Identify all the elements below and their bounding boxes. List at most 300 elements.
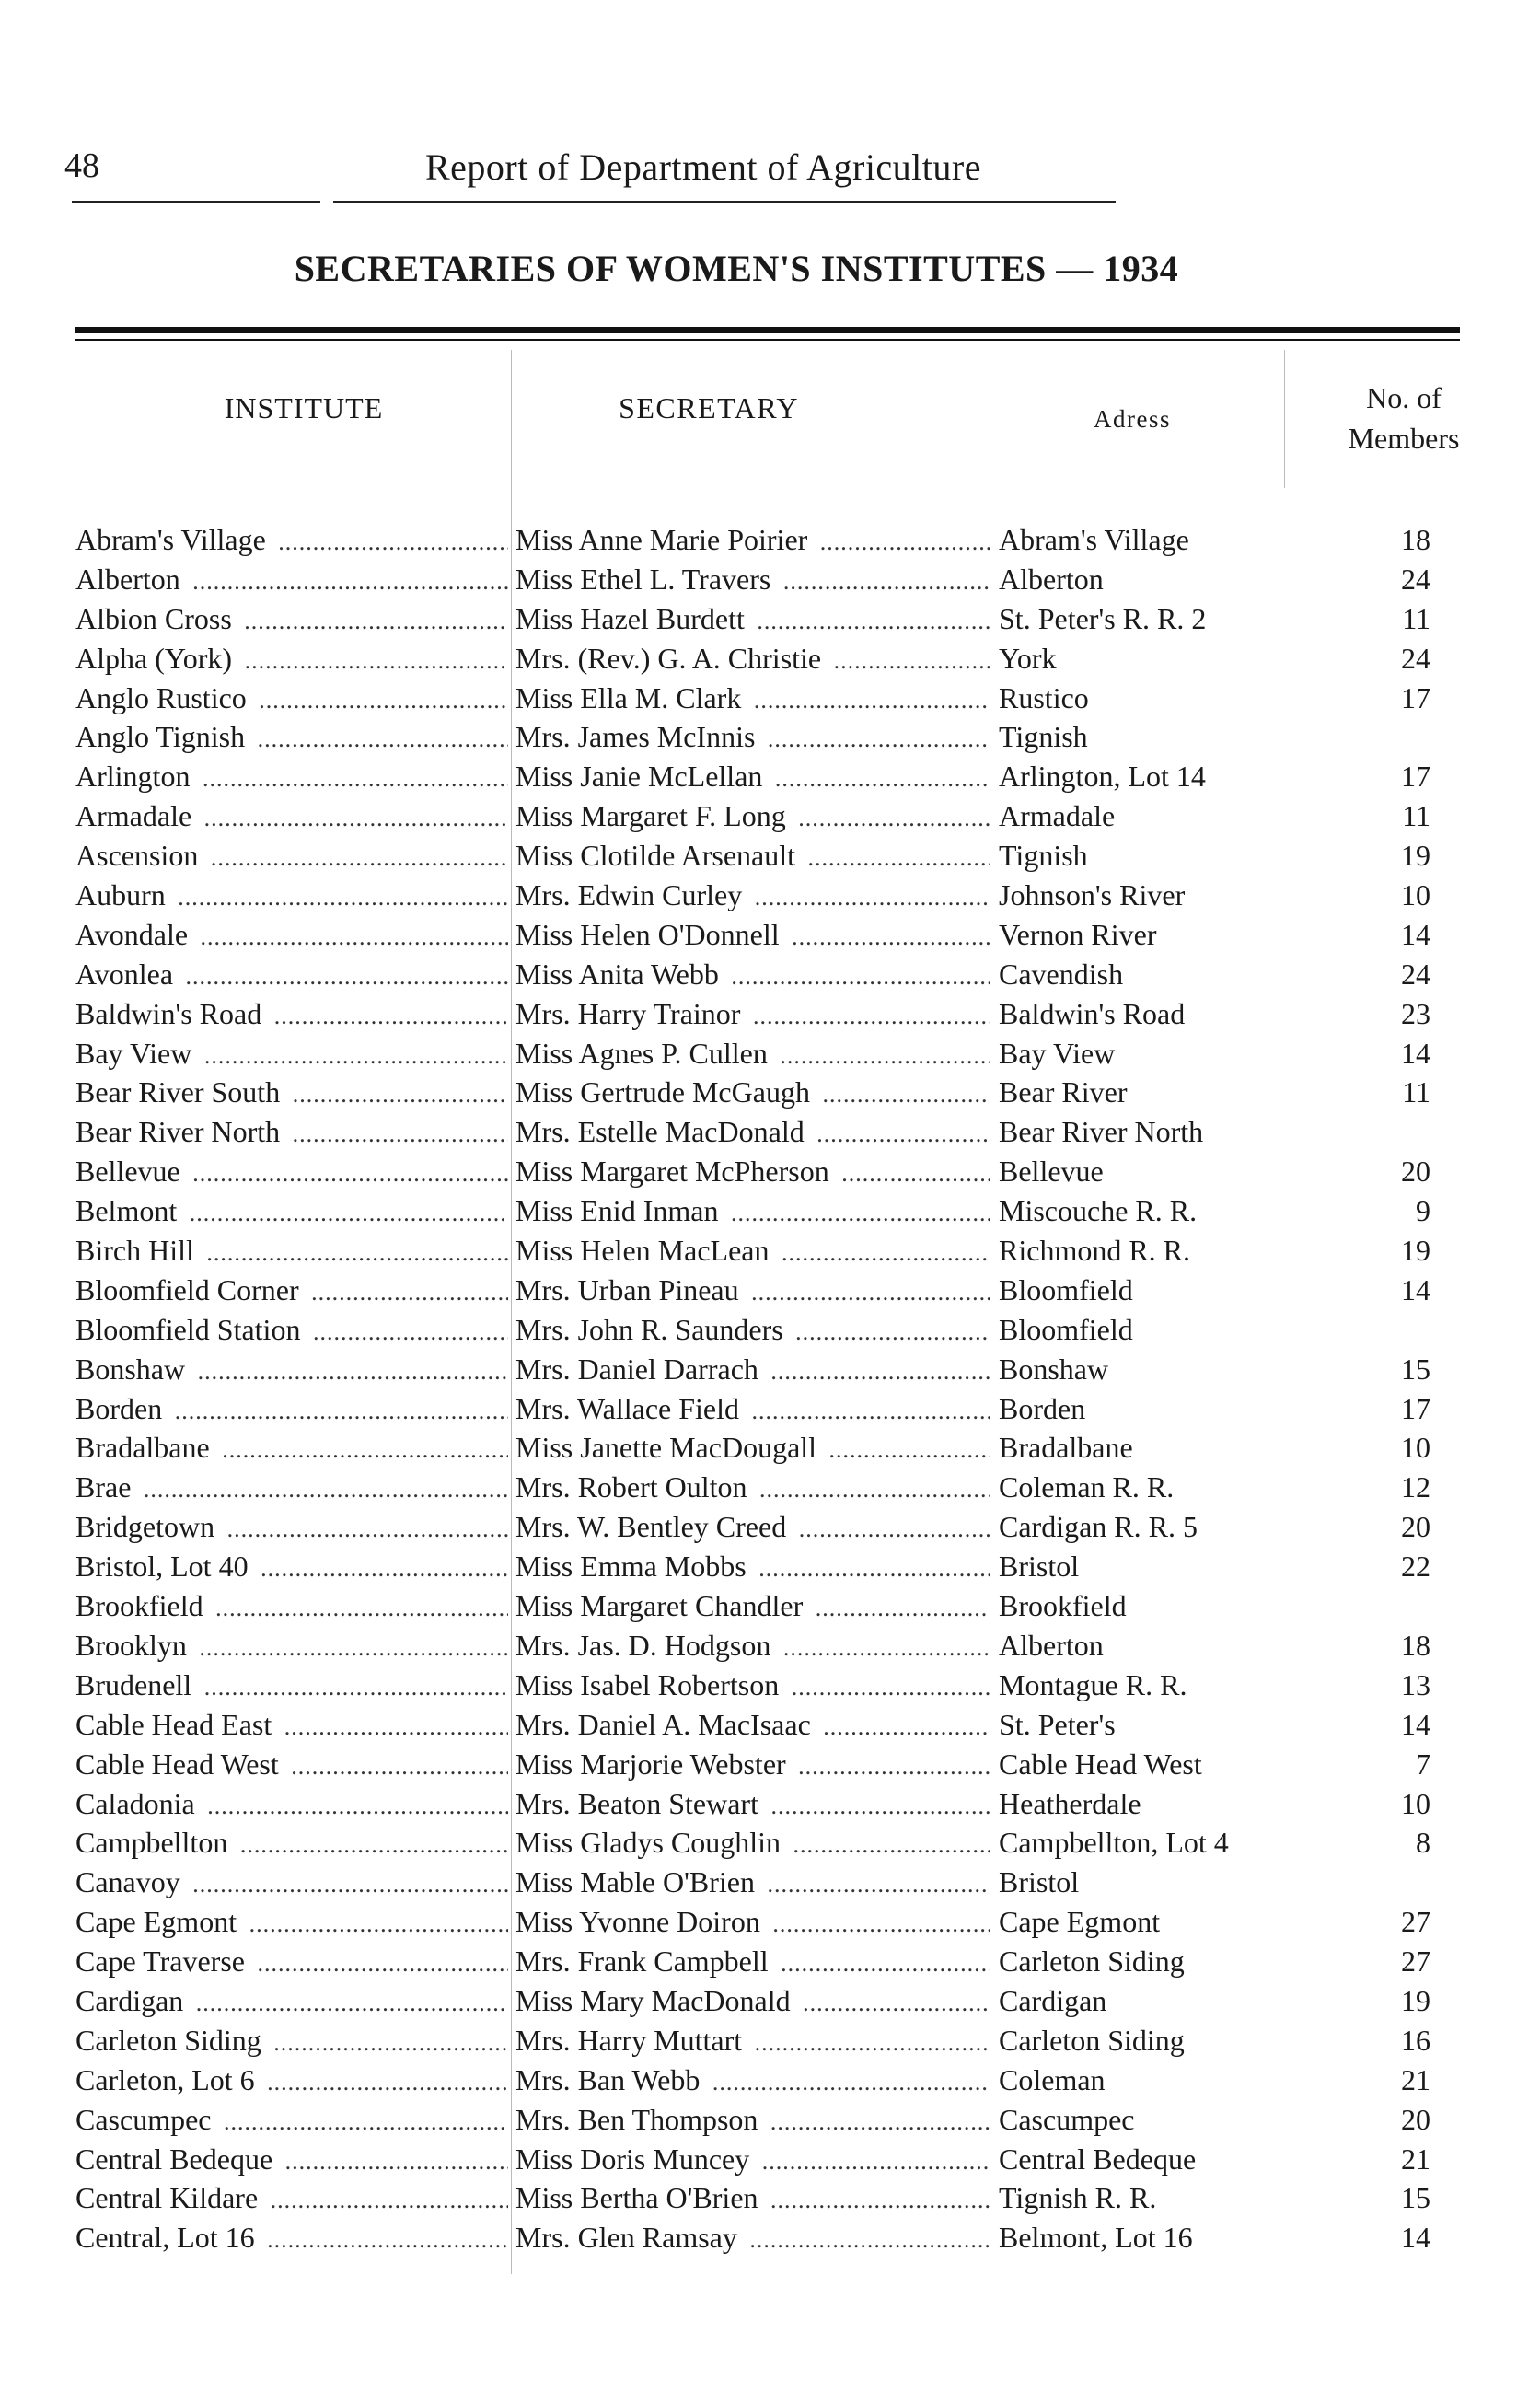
members-cell-text: 10 [1401, 1431, 1436, 1464]
header-rule-left [72, 201, 320, 203]
institute-cell [75, 2100, 508, 2142]
address-cell-text: Carleton Siding [999, 1944, 1190, 1978]
secretary-cell-text: Miss Margaret McPherson [515, 1155, 835, 1188]
table-row [0, 1350, 1540, 1389]
table-row [0, 717, 1540, 757]
institute-cell-text: Belmont [75, 1194, 182, 1227]
address-cell-text: Bay View [999, 1037, 1120, 1070]
members-cell [1326, 955, 1436, 994]
table-row [0, 2178, 1540, 2218]
secretary-cell-text: Mrs. John R. Saunders [515, 1313, 789, 1346]
table-row [0, 1428, 1540, 1468]
institute-cell [75, 876, 508, 918]
address-cell-text: Bonshaw [999, 1352, 1114, 1386]
address-cell [999, 836, 1330, 876]
table-row [0, 1942, 1540, 1981]
table-row [0, 1271, 1540, 1310]
institute-cell [75, 1666, 508, 1708]
members-cell-text [1430, 1589, 1436, 1622]
members-cell [1326, 876, 1436, 915]
members-cell-text: 16 [1401, 2024, 1436, 2057]
address-cell [999, 2178, 1330, 2218]
address-cell [999, 994, 1330, 1034]
institute-cell [75, 1784, 508, 1827]
address-cell [999, 796, 1330, 836]
secretary-cell-text: Miss Ella M. Clark [515, 681, 747, 714]
secretary-cell [515, 1666, 990, 1708]
table-row [0, 994, 1540, 1034]
address-cell [999, 1902, 1330, 1942]
members-cell [1326, 1626, 1436, 1666]
address-cell-text: Bristol [999, 1865, 1084, 1898]
members-cell [1326, 599, 1436, 639]
secretary-cell-text: Miss Janette MacDougall [515, 1431, 822, 1464]
institute-cell-text: Armadale [75, 799, 197, 832]
secretary-cell [515, 1034, 990, 1076]
members-cell-text: 17 [1401, 1392, 1436, 1425]
institute-cell [75, 1823, 508, 1865]
secretary-cell [515, 1942, 990, 1984]
secretary-cell [515, 1073, 990, 1115]
institute-cell-text: Bellevue [75, 1155, 186, 1188]
institute-cell [75, 1745, 508, 1787]
title-rule-thin [75, 339, 1460, 341]
secretary-cell [515, 1112, 990, 1155]
address-cell [999, 599, 1330, 639]
institute-cell [75, 796, 508, 839]
institute-cell [75, 1586, 508, 1629]
institute-cell [75, 1547, 508, 1589]
address-cell-text: York [999, 642, 1062, 675]
table-row [0, 876, 1540, 915]
institute-cell [75, 1191, 508, 1234]
institute-cell [75, 2178, 508, 2221]
table-row [0, 520, 1540, 560]
secretary-cell [515, 520, 990, 563]
institute-cell-text: Brae [75, 1470, 136, 1503]
members-cell-text: 14 [1401, 1708, 1436, 1741]
address-cell [999, 1705, 1330, 1745]
institute-cell-text: Arlington [75, 760, 195, 793]
address-cell-text: Armadale [999, 799, 1120, 832]
institute-cell [75, 1942, 508, 1984]
secretary-cell [515, 1191, 990, 1234]
institute-cell-text: Bay View [75, 1037, 197, 1070]
institute-cell-text: Borden [75, 1392, 168, 1425]
secretary-cell-text: Miss Margaret Chandler [515, 1589, 808, 1622]
secretary-cell-text: Mrs. Urban Pineau [515, 1273, 745, 1306]
secretary-cell-text: Mrs. Daniel Darrach [515, 1352, 764, 1386]
address-cell-text: Borden [999, 1392, 1091, 1425]
institute-cell-text: Bonshaw [75, 1352, 191, 1386]
table-row [0, 1705, 1540, 1745]
address-cell [999, 1271, 1330, 1310]
secretary-cell-text: Mrs. Ban Webb [515, 2063, 705, 2096]
address-cell [999, 1745, 1330, 1784]
members-cell [1326, 1350, 1436, 1389]
institute-cell [75, 1428, 508, 1470]
members-cell-text: 19 [1401, 1984, 1436, 2017]
members-cell-text: 22 [1401, 1550, 1436, 1583]
table-row [0, 796, 1540, 836]
table-row [0, 599, 1540, 639]
secretary-cell-text: Mrs. Wallace Field [515, 1392, 745, 1425]
address-cell-text: Bear River [999, 1075, 1133, 1109]
members-cell [1326, 1863, 1436, 1902]
institute-cell [75, 520, 508, 563]
institute-cell [75, 836, 508, 878]
institute-cell-text: Ascension [75, 839, 203, 872]
institute-cell-text: Brudenell [75, 1668, 197, 1701]
secretary-cell [515, 1231, 990, 1273]
secretary-cell-text: Miss Bertha O'Brien [515, 2181, 764, 2214]
members-cell-text [1430, 1865, 1436, 1898]
address-cell-text: Alberton [999, 563, 1109, 596]
address-cell [999, 1428, 1330, 1468]
secretary-cell-text: Miss Hazel Burdett [515, 602, 750, 635]
address-cell [999, 1350, 1330, 1389]
members-cell [1326, 1389, 1436, 1429]
address-cell [999, 1389, 1330, 1429]
members-cell [1326, 915, 1436, 955]
members-cell [1326, 1428, 1436, 1468]
address-cell-text: Richmond R. R. [999, 1234, 1196, 1267]
secretary-cell-text: Miss Anne Marie Poirier [515, 523, 813, 556]
members-cell [1326, 1034, 1436, 1074]
address-cell [999, 1863, 1330, 1902]
address-cell [999, 520, 1330, 560]
secretary-cell-text: Mrs. W. Bentley Creed [515, 1510, 792, 1543]
members-cell-text: 7 [1416, 1747, 1436, 1781]
table-row [0, 1231, 1540, 1271]
members-cell [1326, 1073, 1436, 1112]
members-cell-text: 19 [1401, 1234, 1436, 1267]
address-cell-text: Montague R. R. [999, 1668, 1192, 1701]
members-cell [1326, 1666, 1436, 1705]
table-row [0, 1666, 1540, 1705]
institute-cell-text: Abram's Village [75, 523, 272, 556]
members-cell-text: 11 [1402, 1075, 1436, 1109]
institute-cell-text: Central, Lot 16 [75, 2221, 261, 2254]
address-cell-text: Cape Egmont [999, 1905, 1165, 1938]
table-row [0, 1547, 1540, 1586]
address-cell [999, 1231, 1330, 1271]
members-cell [1326, 1112, 1436, 1152]
members-cell-text: 14 [1401, 1037, 1436, 1070]
secretary-cell-text: Mrs. James McInnis [515, 720, 760, 753]
members-cell [1326, 757, 1436, 796]
address-cell [999, 955, 1330, 994]
secretary-cell-text: Miss Margaret F. Long [515, 799, 792, 832]
institute-cell-text: Carleton Siding [75, 2024, 267, 2057]
address-cell-text: Bloomfield [999, 1313, 1139, 1346]
institute-cell-text: Bloomfield Corner [75, 1273, 305, 1306]
secretary-cell [515, 2021, 990, 2063]
address-cell [999, 1310, 1330, 1350]
members-cell [1326, 1152, 1436, 1191]
members-cell-text: 27 [1401, 1944, 1436, 1978]
institute-cell-text: Cardigan [75, 1984, 189, 2017]
secretary-cell [515, 1586, 990, 1629]
members-cell [1326, 560, 1436, 599]
secretary-cell [515, 1705, 990, 1747]
address-cell [999, 639, 1330, 679]
institute-cell [75, 1073, 508, 1115]
members-cell [1326, 2218, 1436, 2258]
address-cell-text: Cavendish [999, 958, 1129, 991]
address-cell-text: Coleman R. R. [999, 1470, 1179, 1503]
address-cell-text: Arlington, Lot 14 [999, 760, 1211, 793]
members-cell-text: 24 [1401, 563, 1436, 596]
address-cell [999, 2100, 1330, 2140]
secretary-cell [515, 876, 990, 918]
address-cell [999, 1073, 1330, 1112]
secretary-cell-text: Miss Clotilde Arsenault [515, 839, 801, 872]
address-cell [999, 2218, 1330, 2258]
members-cell-text: 20 [1401, 1155, 1436, 1188]
members-cell-text: 9 [1416, 1194, 1436, 1227]
secretary-cell-text: Miss Helen O'Donnell [515, 918, 785, 951]
table-row [0, 2100, 1540, 2140]
address-cell [999, 1586, 1330, 1626]
members-cell [1326, 796, 1436, 836]
secretary-cell [515, 955, 990, 997]
secretary-cell [515, 915, 990, 958]
column-header-members [1293, 377, 1514, 459]
address-cell [999, 915, 1330, 955]
address-cell-text: St. Peter's [999, 1708, 1121, 1741]
address-cell-text: Bristol [999, 1550, 1084, 1583]
institute-cell-text: Bear River South [75, 1075, 285, 1109]
secretary-cell [515, 1152, 990, 1194]
table-row [0, 2061, 1540, 2100]
institute-cell-text: Cape Traverse [75, 1944, 250, 1978]
institute-cell-text: Cable Head West [75, 1747, 284, 1781]
institute-cell-text: Birch Hill [75, 1234, 200, 1267]
members-cell [1326, 639, 1436, 679]
institute-cell-text: Alberton [75, 563, 186, 596]
secretary-cell [515, 796, 990, 839]
members-cell-text [1430, 1115, 1436, 1148]
secretary-cell-text: Mrs. Beaton Stewart [515, 1787, 764, 1820]
table-row [0, 560, 1540, 599]
institute-cell [75, 1705, 508, 1747]
institute-cell [75, 679, 508, 721]
address-cell-text: Coleman [999, 2063, 1111, 2096]
institute-cell [75, 2218, 508, 2260]
table-row [0, 2218, 1540, 2258]
column-header-secretary: SECRETARY [619, 391, 799, 424]
secretary-cell-text: Mrs. Frank Campbell [515, 1944, 774, 1978]
members-cell-text: 20 [1401, 2103, 1436, 2136]
secretary-cell [515, 1902, 990, 1944]
members-cell-text: 15 [1401, 2181, 1436, 2214]
secretary-cell [515, 836, 990, 878]
members-cell-text [1430, 720, 1436, 753]
address-cell [999, 717, 1330, 757]
secretary-cell [515, 2100, 990, 2142]
members-header-line1: No. of [1366, 381, 1442, 414]
members-cell [1326, 1271, 1436, 1310]
table-row [0, 955, 1540, 994]
secretary-cell-text: Mrs. Harry Muttart [515, 2024, 747, 2057]
members-cell-text: 12 [1401, 1470, 1436, 1503]
members-cell [1326, 1981, 1436, 2021]
address-cell-text: Cardigan [999, 1984, 1112, 2017]
secretary-cell-text: Miss Gladys Coughlin [515, 1826, 786, 1859]
members-cell [1326, 1705, 1436, 1745]
address-cell [999, 1942, 1330, 1981]
institute-cell [75, 1112, 508, 1155]
address-cell [999, 1823, 1330, 1863]
secretary-cell [515, 1823, 990, 1865]
address-cell-text: Heatherdale [999, 1787, 1147, 1820]
members-cell [1326, 1586, 1436, 1626]
institute-cell-text: Cascumpec [75, 2103, 217, 2136]
table-row [0, 1626, 1540, 1666]
secretary-cell [515, 2061, 990, 2103]
members-cell-text: 11 [1402, 799, 1436, 832]
secretary-cell [515, 599, 990, 642]
institute-cell-text: Central Bedeque [75, 2142, 278, 2176]
table-row [0, 1152, 1540, 1191]
address-cell-text: Abram's Village [999, 523, 1195, 556]
address-cell-text: Rustico [999, 681, 1094, 714]
members-cell-text: 18 [1401, 523, 1436, 556]
institute-cell-text: Caladonia [75, 1787, 201, 1820]
members-cell [1326, 1784, 1436, 1824]
secretary-cell-text: Miss Gertrude McGaugh [515, 1075, 816, 1109]
secretary-cell [515, 679, 990, 721]
secretary-cell-text: Mrs. Edwin Curley [515, 878, 747, 911]
column-header-institute: INSTITUTE [224, 391, 384, 424]
members-cell-text: 8 [1416, 1826, 1436, 1859]
institute-cell-text: Alpha (York) [75, 642, 237, 675]
address-cell-text: Tignish R. R. [999, 2181, 1162, 2214]
institute-cell [75, 915, 508, 958]
members-cell-text: 20 [1401, 1510, 1436, 1543]
members-cell [1326, 2178, 1436, 2218]
institute-cell [75, 1902, 508, 1944]
running-title: Report of Department of Agriculture [425, 146, 981, 188]
address-cell-text: Bellevue [999, 1155, 1109, 1188]
members-cell [1326, 1310, 1436, 1350]
members-cell [1326, 836, 1436, 876]
secretary-cell [515, 1271, 990, 1313]
address-cell [999, 1152, 1330, 1191]
table-row [0, 1745, 1540, 1784]
secretary-cell [515, 1863, 990, 1905]
document-title: SECRETARIES OF WOMEN'S INSTITUTES — 1934 [294, 248, 1179, 289]
table-row [0, 1823, 1540, 1863]
address-cell-text: Vernon River [999, 918, 1163, 951]
table-row [0, 1073, 1540, 1112]
members-cell [1326, 2140, 1436, 2179]
address-cell-text: Bear River North [999, 1115, 1209, 1148]
address-cell [999, 757, 1330, 796]
address-cell [999, 2061, 1330, 2100]
institute-cell [75, 639, 508, 681]
institute-cell [75, 757, 508, 799]
address-cell-text: Carleton Siding [999, 2024, 1190, 2057]
institute-cell [75, 599, 508, 642]
members-cell [1326, 2061, 1436, 2100]
table-row [0, 757, 1540, 796]
members-cell [1326, 1902, 1436, 1942]
table-row [0, 836, 1540, 876]
address-cell-text: Miscouche R. R. [999, 1194, 1202, 1227]
table-row [0, 2021, 1540, 2061]
column-divider [1284, 350, 1285, 488]
secretary-cell [515, 1547, 990, 1589]
table-row [0, 2140, 1540, 2179]
address-cell-text: Bloomfield [999, 1273, 1139, 1306]
secretary-cell [515, 1626, 990, 1668]
address-cell-text: Tignish [999, 839, 1094, 872]
institute-cell-text: Carleton, Lot 6 [75, 2063, 261, 2096]
institute-cell [75, 1152, 508, 1194]
address-cell [999, 1784, 1330, 1824]
secretary-cell-text: Miss Emma Mobbs [515, 1550, 752, 1583]
secretary-cell [515, 1310, 990, 1352]
members-cell-text: 10 [1401, 1787, 1436, 1820]
secretary-cell-text: Miss Janie McLellan [515, 760, 768, 793]
members-cell [1326, 679, 1436, 718]
address-cell [999, 1112, 1330, 1152]
table-row [0, 1784, 1540, 1824]
address-cell-text: Baldwin's Road [999, 997, 1190, 1030]
secretary-cell [515, 639, 990, 681]
members-cell-text: 21 [1401, 2063, 1436, 2096]
secretary-cell-text: Miss Marjorie Webster [515, 1747, 792, 1781]
institute-cell [75, 1863, 508, 1905]
secretary-cell-text: Miss Yvonne Doiron [515, 1905, 766, 1938]
members-cell-text [1430, 1313, 1436, 1346]
institute-cell-text: Cable Head East [75, 1708, 277, 1741]
address-cell [999, 876, 1330, 915]
institute-cell-text: Baldwin's Road [75, 997, 267, 1030]
institute-cell-text: Cape Egmont [75, 1905, 242, 1938]
table-row [0, 1468, 1540, 1507]
secretary-cell [515, 2218, 990, 2260]
institute-cell-text: Anglo Rustico [75, 681, 252, 714]
secretary-cell-text: Miss Agnes P. Cullen [515, 1037, 773, 1070]
members-cell [1326, 1231, 1436, 1271]
secretary-cell-text: Miss Helen MacLean [515, 1234, 774, 1267]
institute-cell [75, 1310, 508, 1352]
secretary-cell-text: Miss Ethel L. Travers [515, 563, 776, 596]
institute-cell [75, 1389, 508, 1432]
members-cell [1326, 2100, 1436, 2140]
secretary-cell-text: Miss Isabel Robertson [515, 1668, 784, 1701]
institute-cell-text: Bloomfield Station [75, 1313, 306, 1346]
institute-cell-text: Campbellton [75, 1826, 233, 1859]
table-row [0, 1389, 1540, 1429]
members-header-line2: Members [1348, 422, 1460, 455]
members-cell-text: 17 [1401, 681, 1436, 714]
secretary-cell-text: Mrs. Estelle MacDonald [515, 1115, 810, 1148]
address-cell-text: St. Peter's R. R. 2 [999, 602, 1211, 635]
members-cell-text: 21 [1401, 2142, 1436, 2176]
secretary-cell-text: Mrs. Daniel A. MacIsaac [515, 1708, 816, 1741]
institute-cell-text: Brooklyn [75, 1629, 192, 1662]
table-row [0, 1863, 1540, 1902]
title-rule-thick [75, 327, 1460, 333]
table-row [0, 639, 1540, 679]
secretary-cell [515, 757, 990, 799]
page-header [64, 145, 1123, 201]
address-cell [999, 1666, 1330, 1705]
